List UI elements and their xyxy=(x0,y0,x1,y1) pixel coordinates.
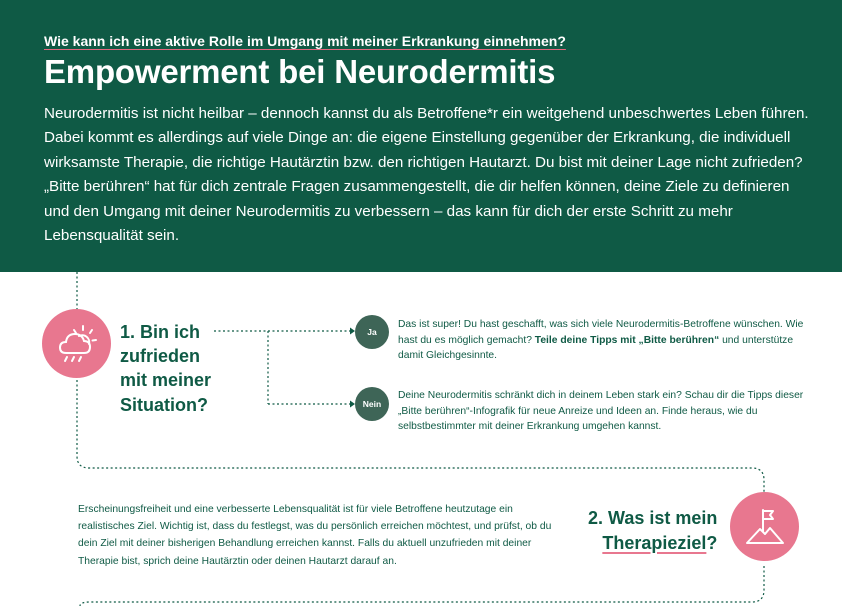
answer-no-badge: Nein xyxy=(355,387,389,421)
question1-title-text: 1. Bin ich zufrieden mit meiner Situation? xyxy=(120,322,212,415)
question2-icon-circle xyxy=(730,492,799,561)
answer-yes-cta: Teile deine Tipps mit „Bitte berühren“ xyxy=(534,334,720,346)
question1-icon-circle xyxy=(42,309,111,378)
cloud-rain-sun-icon xyxy=(55,322,99,366)
mountain-flag-icon xyxy=(743,505,787,549)
header-subtitle: Wie kann ich eine aktive Rolle im Umgang mit meiner Erkrankung einnehmen? xyxy=(44,33,566,49)
connector-q1-branch xyxy=(214,331,350,404)
question2-text: Erscheinungsfreiheit und eine verbesserte Lebensqualität ist für viele Betroffene heutzutage ein realistisches Ziel. Wichtig ist, dass du festlegst, was du persönlich erreichen möchtest, und prüfst, ob du dein Ziel mit deiner bisherigen Behandlung erreichen kannst. Falls du aktuell unzufrieden mit deiner Therapie bist, sprich deine Hautärztin oder deinen Hautarzt darauf an. xyxy=(78,504,552,567)
question1-title xyxy=(120,320,230,417)
question2-title-end: ? xyxy=(706,532,718,553)
connector-q2-down xyxy=(80,566,764,606)
question2-title xyxy=(588,506,717,555)
question2-title-line1: 2. Was ist mein xyxy=(588,508,718,528)
page-title: Empowerment bei Neurodermitis xyxy=(44,53,556,90)
question2-title-underlined: Therapieziel xyxy=(602,532,707,553)
answer-yes-badge: Ja xyxy=(355,315,389,349)
answer-no-text: Deine Neurodermitis schränkt dich in deinem Leben stark ein? Schau dir die Tipps dieser „Bitte berühren“-Infografik für neue Anreize und Ideen an. Finde heraus, wie du selbstbestimmter mit deiner Erkrankung umgehen kannst. xyxy=(398,390,804,433)
intro-text: Neurodermitis ist nicht heilbar – dennoch kannst du als Betroffene*r ein weitgehend unbeschwertes Leben führen. Dabei kommt es allerdings auf viele Dinge an: die eigene Einstellung gegenüber der Erkrankung, die individuell wirksamste Therapie, die richtige Hautärztin bzw. den richtigen Hautarzt. Du bist mit deiner Lage nicht zufrieden? „Bitte berühren“ hat für dich zentrale Fragen zusammengestellt, die dir helfen können, deine Ziele zu definieren und den Umgang mit deiner Neurodermitis zu verbessern – das kann für dich der erste Schritt zu mehr Lebensqualität sein. xyxy=(44,105,809,245)
answer-yes-text-2: und unterstütze damit Gleichgesinnte. xyxy=(398,334,794,362)
answer-yes-text-1: Das ist super! Du hast geschafft, was sich viele Neurodermitis-Betroffene wünschen. Wie hast du es möglich gemacht? xyxy=(398,319,804,346)
answer-yes-text xyxy=(398,317,818,364)
